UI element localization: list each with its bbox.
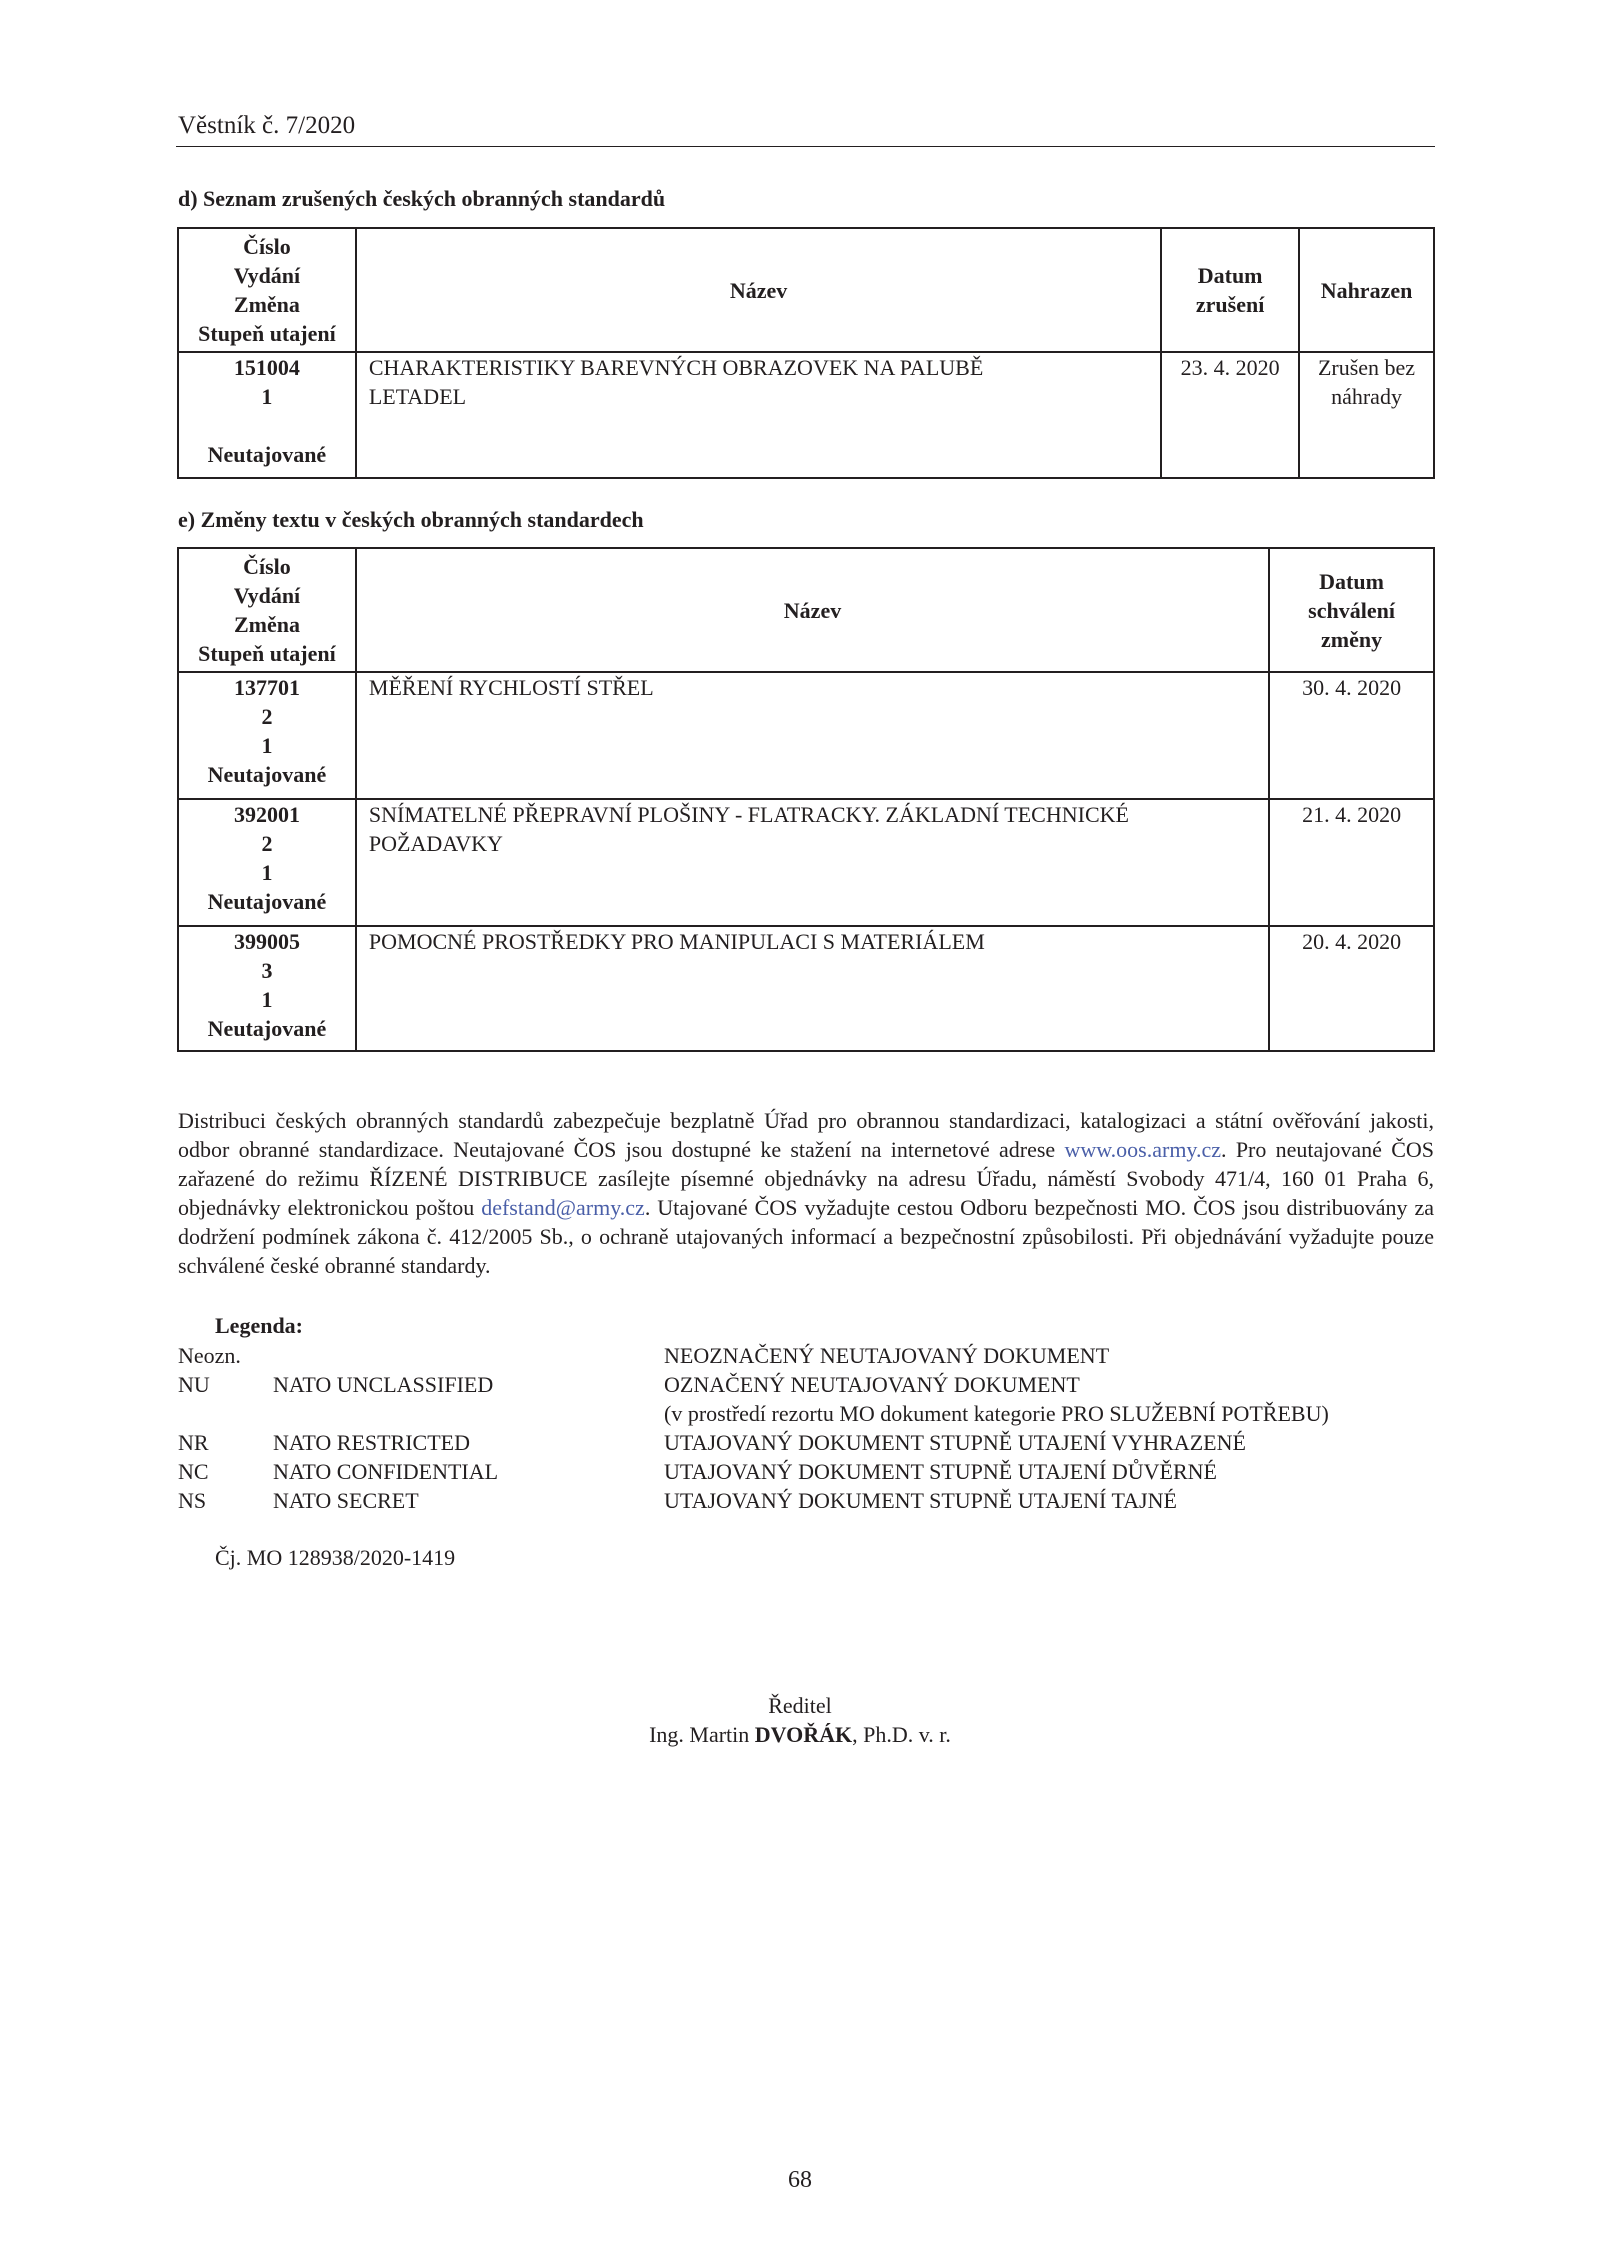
replaced-by-cell: Zrušen bez náhrady bbox=[1299, 352, 1434, 478]
standard-name-cell: SNÍMATELNÉ PŘEPRAVNÍ PLOŠINY - FLATRACKY. ZÁKLADNÍ TECHNICKÉ POŽADAVKY bbox=[356, 799, 1269, 926]
cancelled-standards-table bbox=[177, 227, 1435, 479]
legend-nato-name: NATO RESTRICTED bbox=[273, 1430, 470, 1455]
approval-date: 21. 4. 2020 bbox=[1269, 799, 1434, 926]
table-row bbox=[178, 926, 1434, 1051]
standard-classification: Neutajované bbox=[207, 442, 327, 467]
legend-description: UTAJOVANÝ DOKUMENT STUPNĚ UTAJENÍ VYHRAZENÉ bbox=[664, 1430, 1246, 1455]
section-d-title: d) Seznam zrušených českých obranných standardů bbox=[178, 186, 666, 211]
standard-name-cell: POMOCNÉ PROSTŘEDKY PRO MANIPULACI S MATERIÁLEM bbox=[356, 926, 1269, 1051]
legend-abbr: NS bbox=[178, 1488, 207, 1513]
header-rule bbox=[176, 146, 1435, 147]
distribution-paragraph: Distribuci českých obranných standardů zabezpečuje bezplatně Úřad pro obrannou standardizaci, katalogizaci a státní ověřování jakosti, odbor obranné standardizace. Neutajované ČOS jsou dostupné ke stažení na internetové adrese www.oos.army.cz. Pro neutajované ČOS zařazené do režimu ŘÍZENÉ DISTRIBUCE zasílejte písemné objednávky na adresu Úřadu, náměstí Svobody 471/4, 160 01 Praha 6, objednávky elektronickou poštou defstand@army.cz. Utajované ČOS vyžadujte cestou Odboru bezpečnosti MO. ČOS jsou distribuovány za dodržení podmínek zákona č. 412/2005 Sb., o ochraně utajovaných informací a bezpečnostní způsobilosti. Při objednávání vyžadujte pouze schválené české obranné standardy. bbox=[178, 1108, 1435, 1278]
table-row bbox=[178, 672, 1434, 799]
legend-abbr: NC bbox=[178, 1459, 209, 1484]
legend-abbr: NR bbox=[178, 1430, 209, 1455]
standard-number: 151004 bbox=[233, 355, 300, 380]
legend-abbr: NU bbox=[178, 1372, 210, 1397]
header-name-cell: Název bbox=[356, 548, 1269, 672]
standard-code-cell: 392001 2 1 Neutajované bbox=[178, 799, 356, 926]
section-e-title: e) Změny textu v českých obranných standardech bbox=[178, 507, 644, 532]
legend-nato-name: NATO CONFIDENTIAL bbox=[273, 1459, 499, 1484]
signatory-role: Ředitel bbox=[768, 1693, 832, 1718]
signatory-name: Ing. Martin DVOŘÁK, Ph.D. v. r. bbox=[649, 1722, 951, 1747]
bulletin-title: Věstník č. 7/2020 bbox=[178, 112, 356, 139]
standard-code-cell: 399005 3 1 Neutajované bbox=[178, 926, 356, 1051]
header-code-cell: Číslo Vydání Změna Stupeň utajení bbox=[178, 548, 356, 672]
legend-nato-name: NATO UNCLASSIFIED bbox=[273, 1372, 494, 1397]
cancellation-date: 23. 4. 2020 bbox=[1161, 352, 1299, 478]
standard-code-cell: 137701 2 1 Neutajované bbox=[178, 672, 356, 799]
oos-website-link[interactable]: www.oos.army.cz bbox=[1064, 1137, 1222, 1162]
defstand-email-link[interactable]: defstand@army.cz bbox=[481, 1195, 645, 1220]
header-code-cell: Číslo Vydání Změna Stupeň utajení bbox=[178, 228, 356, 352]
table-row bbox=[178, 799, 1434, 926]
legend-title: Legenda: bbox=[215, 1313, 303, 1338]
legend-nato-name: NATO SECRET bbox=[273, 1488, 419, 1513]
standard-edition: 1 bbox=[261, 384, 273, 409]
approval-date: 20. 4. 2020 bbox=[1269, 926, 1434, 1051]
reference-number: Čj. MO 128938/2020-1419 bbox=[215, 1545, 456, 1570]
legend-abbr: Neozn. bbox=[178, 1343, 241, 1368]
legend-description: UTAJOVANÝ DOKUMENT STUPNĚ UTAJENÍ DŮVĚRNÉ bbox=[664, 1459, 1217, 1484]
header-replaced-cell: Nahrazen bbox=[1299, 228, 1434, 352]
legend-description: NEOZNAČENÝ NEUTAJOVANÝ DOKUMENT bbox=[664, 1343, 1110, 1368]
legend-description: OZNAČENÝ NEUTAJOVANÝ DOKUMENT bbox=[664, 1372, 1080, 1397]
text-changes-table bbox=[177, 547, 1435, 1052]
table-row bbox=[178, 352, 1434, 478]
header-date-cell: Datum zrušení bbox=[1161, 228, 1299, 352]
page-number: 68 bbox=[788, 2167, 812, 2193]
header-date-cell: Datum schválení změny bbox=[1269, 548, 1434, 672]
legend-description: (v prostředí rezortu MO dokument kategorie PRO SLUŽEBNÍ POTŘEBU) bbox=[664, 1401, 1329, 1426]
standard-name-cell: MĚŘENÍ RYCHLOSTÍ STŘEL bbox=[356, 672, 1269, 799]
legend-description: UTAJOVANÝ DOKUMENT STUPNĚ UTAJENÍ TAJNÉ bbox=[664, 1488, 1177, 1513]
approval-date: 30. 4. 2020 bbox=[1269, 672, 1434, 799]
standard-name-cell: CHARAKTERISTIKY BAREVNÝCH OBRAZOVEK NA PALUBĚ LETADEL bbox=[356, 352, 1161, 478]
header-name-cell: Název bbox=[356, 228, 1161, 352]
standard-code-cell bbox=[178, 352, 356, 478]
